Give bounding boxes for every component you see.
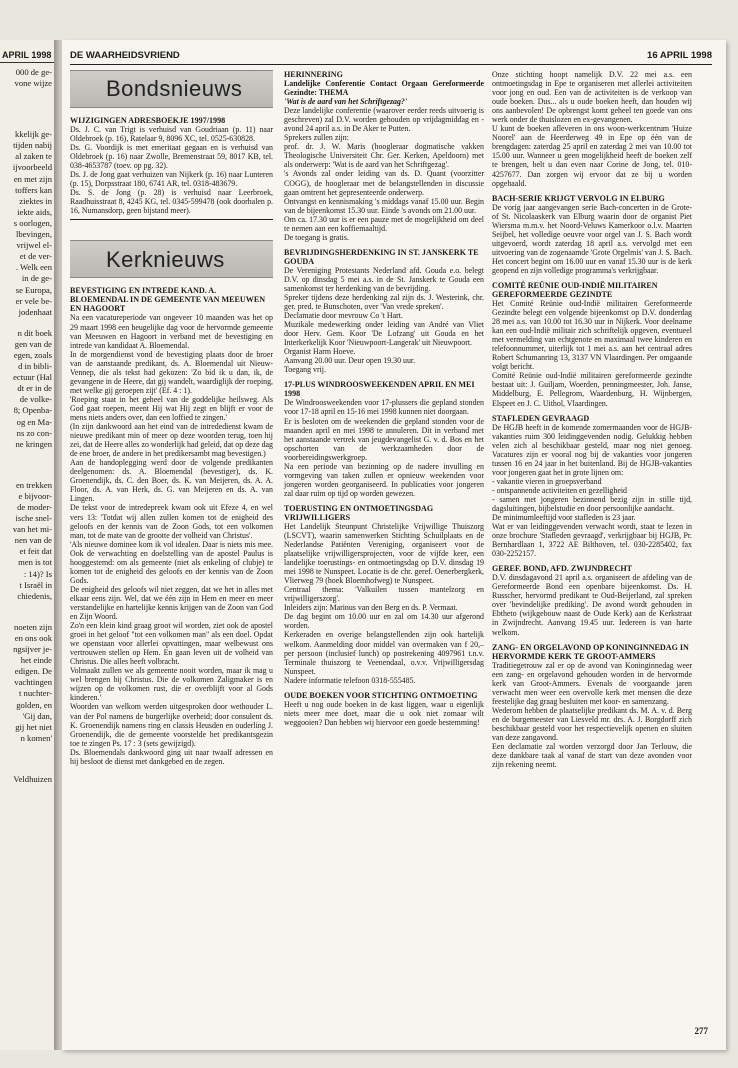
column-2 [284,70,484,727]
text-line-fragment: er vele be- [15,295,52,306]
text-line-fragment: ne kringen [15,438,52,449]
text-line-fragment: 000 de ge- [15,67,52,77]
article-title: BEVESTIGING EN INTREDE KAND. A. BLOEMENDAL IN DE GEMEENTE VAN MEEUWEN EN HAGOORT [70,286,266,314]
article-body [284,700,484,727]
article-title: BEVRIJDINGSHERDENKING IN ST. JANSKERK TE GOUDA [284,247,479,266]
article-body [70,313,273,765]
article-body [284,522,484,685]
text-line-fragment: golden, en [16,699,52,710]
article-title: GEREF. BOND, AFD. ZWIJNDRECHT [492,564,633,574]
text-line-fragment: og en Ma- [16,416,52,427]
line-gap [0,460,54,470]
line-gap [0,119,54,129]
line-gap [0,99,54,109]
text-line-fragment: en trekken [15,479,52,490]
text-line-fragment: toffers kan [15,184,52,195]
line-gap [0,318,54,328]
text-line-fragment: se Europa, [15,284,52,295]
line-gap [0,470,54,480]
text-line-fragment: kkelijk ge- [15,129,52,140]
paragraph: De Vereniging Protestants Nederland afd. Gouda e.o. belegt D.V. op dinsdag 5 mei a.s. in de St. Janskerk te Gouda een samenkomst ter herdenking van de bevrijding. [284,265,484,293]
magazine-page [62,40,726,1050]
line-gap [0,450,54,460]
text-line-fragment: nen van de [14,535,52,546]
paragraph: Een declamatie zal worden verzorgd door Jan Terlouw, die deze dankbare taak al vanaf de start van deze avonden voor zijn rekening neemt. [492,742,692,770]
prev-page-text [0,63,54,785]
paragraph: De enigheid des geloofs wil niet zeggen, dat we het in alles met elkaar eens zijn. Wel, dat we één zijn in Hem en meer en meer verstandelijke en hartelijke kennis krijgen van de Zoon van God en Zijn Woord. [70,584,273,622]
text-line-fragment: iekte aids, [17,206,52,217]
paragraph: Centraal thema: 'Valkuilen tussen mantelzorg en vrijwilligerszorg'. [284,585,484,604]
text-line-fragment: . Welk een [15,262,52,273]
text-line-fragment: n komen' [20,732,52,743]
text-line-fragment: tijden nabij [13,140,52,151]
section-banner-kerknieuws: Kerknieuws [70,240,273,278]
paragraph: Ontvangst en kennismaking 's middags vanaf 15.00 uur. Begin van de bijeenkomst 15.30 uur. Einde 's avonds om 21.00 uur. [284,196,484,215]
paragraph: De minimumleeftijd voor stafleden is 23 jaar. [492,513,636,523]
text-line-fragment: vone wijze [14,78,52,89]
paragraph: 'Als nieuwe dominee kom ik vol idealen. Daar is niets mis mee. Ook de verwachting en doelstelling van de apostel Paulus is hooggestemd: om als gemeente (niet als enkeling of clubje) te komen tot de enigheid des geloofs en der kennis van de Zoon Gods. [70,539,273,585]
text-line-fragment: ische snel- [15,513,52,524]
text-line-fragment: gij het niet [15,721,52,732]
text-line-fragment: 'Gij dan, [22,710,52,721]
paragraph: Inleiders zijn: Marinus van den Berg en ds. P. Vermaat. [284,603,458,613]
line-gap [0,109,54,119]
column-3 [492,70,692,769]
article-body [492,70,692,188]
article-title: TOERUSTING EN ONTMOETINGSDAG VRIJWILLIGERS [284,503,434,522]
text-line-fragment: ns zo con- [16,427,52,438]
text-line-fragment: jodenhaat [18,306,52,317]
paragraph: - samen met jongeren bezinnend bezig zijn in stille tijd, dagsluitingen, bijbelstudie en door persoonlijke aandacht. [492,494,692,513]
article-body [492,203,692,275]
text-line-fragment: et de ver- [19,251,52,262]
paragraph: - vakantie vieren in groepsverband [492,476,602,486]
article-body [492,423,692,559]
text-line-fragment: men is tot [18,557,52,568]
text-line-fragment: de moder- [17,502,52,512]
page-number: 277 [694,1026,708,1036]
text-line-fragment: ectuur (Hal [13,372,52,383]
divider [70,219,273,220]
article-title: STAFLEDEN GEVRAAGD [492,413,590,423]
paragraph: Ds. J. de Jong gaat verhuizen van Nijkerk (p. 16) naar Lunteren (p. 15), Dorpsstraat 180, 6741 AR, tel. 0318-483679. [70,170,273,189]
article-title: OUDE BOEKEN VOOR STICHTING ONTMOETING [284,690,478,700]
paragraph: De HGJB heeft in de komende zomermaanden voor de HGJB-vakanties ruim 300 leidinggevenden nodig. Gelukkig hebben velen zich al beschikbaar gesteld, maar nog niet genoeg. Vacatures zijn er vooral nog bij de vakanties voor jongeren tussen 16 en 24 jaar in het buitenland. Bij de HGJB-vakanties voor jongeren gaat het in grote lijnen om: [492,422,692,477]
paragraph: Er is besloten om de weekenden die gepland stonden voor de maanden april en mei 1998 te annuleren. Dit in verband met het aanstaande vertrek van jeugdevangelist G. v. d. Bos en het opschorten van de werkzaamheden door de voorbereidingswerkgroep. [284,416,484,462]
paragraph: Wederom hebben de plaatselijke predikant ds. M. A. v. d. Berg en de burgemeester van Liesveld mr. drs. A. J. Borgdorff zich beschikbaar gesteld voor het respectievelijk openen en sluiten van deze zangavond. [492,705,692,742]
paragraph: Om ca. 17.30 uur is er een pauze met de mogelijkheid om deel te nemen aan een koffiemaaltijd. [284,214,484,233]
paragraph: Comité Reünie oud-Indië militairen gereformeerde gezindte bestaat uit: J. Guiljam, Woerden, penningmeester, Joh. Janse, Middelburg, E. Pellegrom, Waardenburg, H. Wijnbergen, Elspeet en J. C. Uithol, Vlaardingen. [492,371,692,408]
text-line-fragment: vrijwel el- [16,240,52,251]
running-header [70,50,712,65]
paragraph: D.V. dinsdagavond 21 april a.s. organiseert de afdeling van de Gereformeerde Bond een openbare bijeenkomst. Ds. H. Russcher, hervormd predikant te Oud-Beijerland, zal spreken over 'bevindelijke prediking'. De avond wordt gehouden in Ebtheto (wijkgebouw naast de Oude Kerk) aan de Kerkstraat in Zwijndrecht. Aanvang 19.45 uur. Iedereen is van harte welkom. [492,573,692,637]
text-line-fragment: ijvoorbeeld [12,162,52,173]
paragraph: In de morgendienst vond de bevestiging plaats door de broer van de aanstaande predikant, ds. A. Bloemendal uit Nieuw-Vennep, die als tekst had gekozen: 'Zo bid ik u dan, ik, de gevangene in de Heere, dat gij wandelt, waardiglijk der roeping, met welke gij geroepen zijt' (Ef. 4 : 1). [70,349,273,395]
text-line-fragment: et feit dat [19,546,52,557]
paragraph: Declamatie door mevrouw Co 't Hart. [284,311,403,321]
text-line-fragment: en ons ook [14,632,52,643]
text-line-fragment: Veldhuizen [13,773,52,784]
text-line-fragment: chiedenis, [17,590,52,601]
text-line-fragment: van het mi- [12,524,52,535]
paragraph: Ds. Bloemendals dankwoord ging uit naar twaalf adressen en hij besloot de dienst met dankgebed en de zegen. [70,747,273,766]
paragraph: Traditiegetrouw zal er op de avond van Koninginnedag weer een zang- en orgelavond gehouden worden in de hervormde kerk van Groot-Ammers. Evenals de voorgaande jaren verwacht men weer een overvolle kerk met mensen die deze feestelijke dag graag besluiten met koor- en samenzang. [492,660,692,706]
paragraph: Ds. S. de Jong (p. 28) is verhuisd naar Leerbroek, Raadhuisstraat 8, 4245 KG, tel. 0345-599478 (ook doorhalen p. 16, Numansdorp, geen bijstand meer). [70,188,273,216]
line-gap [0,612,54,622]
line-gap [0,602,54,612]
line-gap [0,764,54,774]
text-line-fragment: vachtingen [14,677,52,688]
article-body [284,398,484,498]
paragraph: Organist Harm Hoeve. [284,347,356,357]
text-line-fragment: lbevingen, [15,229,52,240]
publication-title: DE WAARHEIDSVRIEND [70,50,180,61]
paragraph: Muzikale medewerking onder leiding van André van Vliet door Herv. Gem. Koor 'De Lofzang' uit Gouda en het Interkerkelijk Koor 'Nieuwpoort-Langerak' uit Nieuwpoort. [284,320,484,348]
text-line-fragment: en met zijn [13,173,52,184]
article-subtitle: Landelijke Conferentie Contact Orgaan Gereformeerde Gezindte: THEMA [284,79,484,98]
prev-page-header: APRIL 1998 [0,40,54,63]
section-banner-bondsnieuws: Bondsnieuws [70,70,273,108]
paragraph: Het Landelijk Steunpunt Christelijke Vrijwillige Thuiszorg (LSCVT), waarin samenwerken Stichting Schuilplaats en de Nederlandse Patiënten Vereniging, organiseert voor de plaatselijke vrijwilligersprojecten, voor de vijfde keer, een landelijke toerustings- en ontmoetingsdag op D.V. dinsdag 19 mei 1998 te Nunspeet. Locatie is de chr. geref. Oenerbergkerk, Vlierweg 79 (hoek Bloemhofweg) te Nunspeet. [284,521,484,586]
text-line-fragment: de volke- [19,394,52,405]
article-body [70,125,273,215]
article-body [284,266,484,375]
paragraph: (In zijn dankwoord aan het eind van de intrededienst kwam de nieuwe predikant min of meer op deze woorden terug, toen hij zei, dat de Heere alles zo wonderlijk had geleid, dat op deze dag de ene broer, de andere in het predikersambt mag bevestigen.) [70,422,273,459]
paragraph: prof. dr. J. W. Maris (hoogleraar dogmatische vakken Theologische Universiteit Chr. Ger. Kerken, Apeldoorn) met als onderwerp: 'Wat is de aard van het Schriftgezag'. [284,142,484,170]
previous-page-edge [0,40,55,1050]
paragraph: Onze stichting hoopt namelijk D.V. 22 mei a.s. een ontmoetingsdag in Epe te organiseren met allerlei activiteiten voor jong en oud. Een van de activiteiten is de verkoop van oude boeken. Dus... als u oude boeken heeft, dan houden wij ons aanbevolen! De opbrengst komt geheel ten goede van ons werk onder de thuislozen en ex-gevangenen. [492,70,692,125]
paragraph: Heeft u nog oude boeken in de kast liggen, waar u eigenlijk niets meer mee doet, maar die u ook niet zomaar wilt weggooien? Dan hebben wij hiervoor een goede bestemming! [284,699,484,727]
article-theme: 'Wat is de aard van het Schriftgezag?' [284,97,408,107]
article-body [492,299,692,408]
line-gap [0,754,54,764]
article-title: BACH-SERIE KRIJGT VERVOLG IN ELBURG [492,193,665,203]
paragraph: Ds. G. Voordijk is met emeritaat gegaan en is verhuisd van Oldebroek (p. 16) naar Zwolle, Bremenstraat 59, 8017 KB, tel. 038-4653787 (toev. op pg. 32). [70,143,273,171]
text-line-fragment: : 14)? Is [23,568,52,579]
text-line-fragment: dt er in de [17,383,52,394]
paragraph: De toegang is gratis. [284,232,349,242]
text-line-fragment: 8; Openba- [13,405,52,416]
text-line-fragment: t nuchter- [19,688,52,699]
paragraph: Het Comité Reünie oud-Indië militairen Gereformeerde Gezindte belegt een volgende bijeenkomst op D.V. donderdag 28 mei a.s. van 10.00 tot 16.30 uur in Nijkerk. Voor deelname kan een oud-Indië militair zich schriftelijk opgeven, eventueel met vermelding van echtgenote en maximaal twee kinderen en telefoonnummer, uiterlijk tot 1 mei a.s. aan het centraal adres Robert Schumanring 13, 3137 VN Vlaardingen. Per omgaande volgt bericht. [492,298,692,372]
paragraph: Aan de handoplegging werd door de volgende predikanten deelgenomen: ds. A. Bloemendal (bevestiger), ds. K. Groenendijk, ds. C. den Boer, ds. K. van Meijeren, ds. A. A. Floor, ds. A. van Herk, ds. G. van Meijeren en ds. A. van Lingen. [70,458,273,504]
text-line-fragment: e bijvoor- [18,490,52,501]
paragraph: - ontspannende activiteiten en gezelligheid [492,485,627,495]
paragraph: Wat er van leidinggevenden verwacht wordt, staat te lezen in onze brochure 'Stafleden gevraagd', verkrijgbaar bij HGJB, Pr. Bernhardlaan 1, 3722 AE Bilthoven, tel. 030-2285402, fax 030-2252157. [492,522,692,559]
article-title: WIJZIGINGEN ADRESBOEKJE 1997/1998 [70,116,226,125]
paragraph: De vorig jaar aangevangen serie Bach-concerten in de Grote- of St. Nicolaaskerk van Elburg waarin door de organist Piet Wiersma m.m.v. het Noord-Veluws Kamerkoor o.l.v. Maarten Seijbel, het volledige oeuvre voor orgel van J. S. Bach wordt uitgevoerd, wordt zaterdag 18 april a.s. vervolgd met een uitvoering van de zogenaamde 'Grote Orgelmis' van J. S. Bach. Het concert begint om 16.00 uur en vanaf 15.30 uur is de kerk geopend en zijn volledige programma's verkrijgbaar. [492,202,692,275]
article-title: 17-PLUS WINDROOSWEEKENDEN APRIL EN MEI 1998 [284,380,475,399]
text-line-fragment: d in bibli- [18,361,52,372]
paragraph: Na een periode van bezinning op de nadere invulling en vormgeving van taken zullen er opnieuw weekenden voor jongeren worden georganiseerd. In publicaties voor jongeren zal daar ruim op tijd op worden gewezen. [284,461,484,498]
paragraph: Na een vacatureperiode van ongeveer 10 maanden was het op 29 maart 1998 een heugelijke dag voor de hervormde gemeente van Meeuwen en Hagoort in verband met de bevestiging en intrede van kandidaat A. Bloemendal. [70,313,273,350]
column-1 [70,70,273,766]
paragraph: Sprekers zullen zijn: [284,133,349,143]
paragraph: De Windroosweekenden voor 17-plussers die gepland stonden voor 17-18 april en 15-16 mei 1998 kunnen niet doorgaan. [284,398,484,417]
article-body [492,661,692,770]
text-line-fragment: s oorlogen, [13,217,52,228]
article-body [284,106,484,242]
article-title: HERINNERING [284,70,343,79]
line-gap [0,744,54,754]
paragraph: Deze landelijke conferentie (waarover eerder reeds uitvoerig is geschreven) zal D.V. worden gehouden op vrijdagmiddag en -avond 24 april a.s. in De Aker te Putten. [284,106,484,134]
text-line-fragment: n dit boek [17,327,52,338]
paragraph: Toegang vrij. [284,365,326,375]
paragraph: U kunt de boeken afleveren in ons woon-werkcentrum 'Huize Noorel' aan de Heerderweg 49 in Epe op één van de brengdagen: zaterdag 25 april en zaterdag 2 mei van 10.00 tot 15.00 uur. Wanneer u geen mogelijkheid heeft de boeken zelf te brengen, belt u dan even naar Corine de Jong, tel. 010-4257677. Dan zorgen wij ervoor dat ze bij u worden opgehaald. [492,124,692,188]
paragraph: De dag begint om 10.00 uur en zal om 14.30 uur afgerond worden. [284,612,484,631]
line-gap [0,89,54,99]
text-line-fragment: ngsijver je- [13,644,52,655]
paragraph: Woorden van welkom werden uitgesproken door wethouder L. van der Pol namens de burgerlijke overheid; door consulent ds. K. Groenendijk namens ring en classis Heusden en ouderling J. Groenendijk, die de gemeente voorstelde het predikantsgezin toe te zingen Ps. 17 : 3 (sets gewijzigd). [70,702,273,748]
article-title: ZANG- EN ORGELAVOND OP KONINGINNEDAG IN HERVORMDE KERK TE GROOT-AMMERS [492,642,689,661]
paragraph: Ds. J. C. van Trigt is verhuisd van Goudriaan (p. 11) naar Oldebroek (p. 16), Ratelaar 9, 8096 XC, tel. 0525-630828. [70,125,273,144]
paragraph: Zo'n een klein kind graag groot wil worden, ziet ook de apostel groei in het geloof "tot een volkomen man" als een doel. Opdat we openstaan voor allerlei opvattingen, maar welbewust ons vertrouwen stellen op Hem. En gaan leven uit de volheid van Christus. Die alles heeft volbracht. [70,621,273,667]
article-title: COMITÉ REÜNIE OUD-INDIË MILITAIREN GEREFORMEERDE GEZINDTE [492,280,658,299]
issue-date: 16 APRIL 1998 [647,50,712,61]
paragraph: Spreker tijdens deze herdenking zal zijn ds. J. Westerink, chr. ger. pred. te Bunschoten, over 'Van vrede spreken'. [284,292,484,312]
book-gutter [54,40,62,1050]
paragraph: 's Avonds zal onder leiding van ds. D. Quant (voorzitter COGG), de hoogleraar met de belangstellenden in discussie gaan omtrent het gepresenteerde onderwerp. [284,169,484,197]
paragraph: Volmaakt zullen we als gemeente nooit worden, maar ik mag u wel brengen bij Christus. Die de volkomen Zaligmaker is en wijzen op de volkomen rust, die er overblijft voor al Gods kinderen.' [70,666,273,703]
paragraph: De tekst voor de intredepreek kwam ook uit Efeze 4, en wel vers 13: 'Totdat wij allen zullen komen tot de enigheid des geloofs en der kennis van de Zoon Gods, tot een volkomen man, tot de mate van de grootte der volheid van Christus'. [70,503,273,540]
text-line-fragment: noeten zijn [14,621,52,632]
text-line-fragment: ziektes in [19,195,52,206]
text-line-fragment: t Israël in [19,579,52,590]
text-line-fragment: egen, zoals [13,349,52,360]
paragraph: Aanvang 20.00 uur. Deur open 19.30 uur. [284,356,416,366]
text-line-fragment: het einde [20,655,52,666]
text-line-fragment: al zaken te [15,151,52,162]
text-line-fragment: in de ge- [21,273,52,284]
paragraph: Kerkeraden en overige belangstellenden zijn ook hartelijk welkom. Aanmelding door middel van overmaken van f 20,– per persoon (inclusief lunch) op postrekening 4097961 t.n.v. Terminale thuiszorg te Veenendaal, o.v.v. Vrijwilligersdag Nunspeet. [284,630,484,676]
text-line-fragment: gen van de [14,338,52,349]
text-line-fragment: edigen. De [14,666,52,677]
article-body [492,573,692,636]
paragraph: Nadere informatie telefoon 0318-555485. [284,675,416,685]
paragraph: 'Roeping staat in het geheel van de goddelijke heilsweg. Als God gaat roepen, meent Hij wat Hij zegt en blijft er voor de mens niets anders over, dan een loffied te zingen.' [70,394,273,422]
